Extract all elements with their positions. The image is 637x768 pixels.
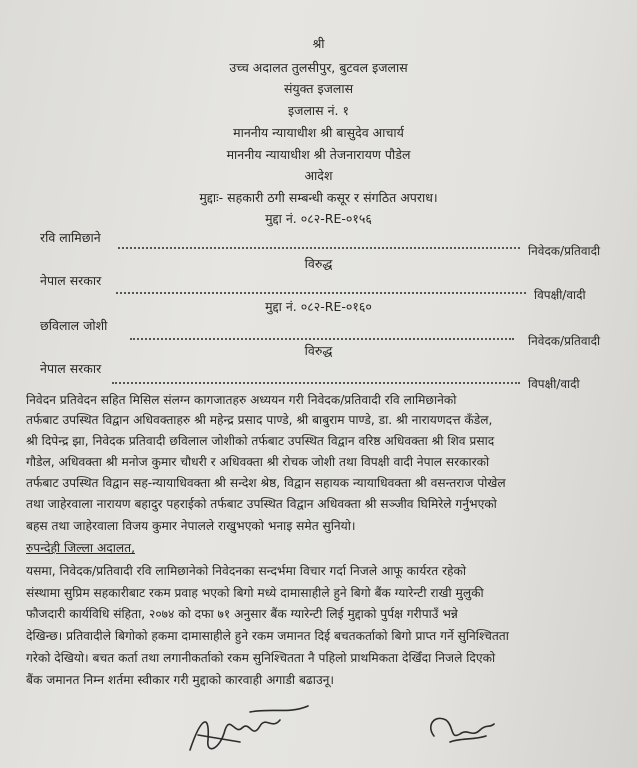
paragraph-2-line: संस्थामा सुप्रिम सहकारीबाट रकम प्रवाह भएको बिगो मध्ये दामासाहीले हुने बिगो बैंक ग्यारेन्टी राखी मुलुकी	[26, 586, 484, 600]
versus-1: विरुद्ध	[304, 256, 333, 271]
dotted-line	[130, 338, 514, 340]
paragraph-2-line: गरेको देखियो। बचत कर्ता तथा लगानीकर्ताको रकम सुनिश्चितता नै पहिलो प्राथमिकता देखिँदा निजले दिएको	[26, 651, 496, 665]
respondent-1-role: विपक्षी/वादी	[534, 288, 586, 302]
bench-type: संयुक्त इजलास	[283, 81, 354, 96]
paragraph-1-line: बहस तथा जाहेरवाला विजय कुमार नेपालले राखुभएको भनाइ समेत सुनियो।	[26, 519, 356, 533]
section-heading: रुपन्देही जिल्ला अदालत,	[26, 541, 135, 555]
petitioner-1-role: निवेदक/प्रतिवादी	[528, 244, 601, 258]
order-title: आदेश	[304, 168, 333, 183]
paragraph-1-line: निवेदन प्रतिवेदन सहित मिसिल संलग्न कागजातहरु अध्ययन गरी निवेदक/प्रतिवादी रवि लामिछानेको	[26, 393, 457, 407]
paragraph-1-line: गौडेल, अधिवक्ता श्री मनोज कुमार चौधरी र अधिवक्ता श्री रोचक जोशी तथा विपक्षी वादी नेपाल सरकारको	[26, 455, 490, 469]
respondent-1-name: नेपाल सरकार	[40, 273, 102, 288]
dotted-line	[118, 247, 520, 249]
paragraph-2-line: फौजदारी कार्यविधि संहिता, २०७४ को दफा ७१ अनुसार बैंक ग्यारेन्टी लिई मुद्दाको पुर्पक्ष गरीपाउँ भन्ने	[26, 607, 458, 621]
dotted-line	[112, 382, 520, 384]
petitioner-2-name: छविलाल जोशी	[40, 318, 108, 333]
bench-number: इजलास नं. १	[288, 103, 349, 118]
paragraph-1-line: तर्फबाट उपस्थित विद्वान अधिवक्ताहरु श्री महेन्द्र प्रसाद पाण्डे, श्री बाबुराम पाण्डे, डा. श्री नारायणदत्त कँडेल,	[26, 413, 493, 427]
header-shree: श्री	[312, 36, 325, 51]
signature-right	[420, 706, 500, 752]
signature-left	[180, 700, 330, 762]
judge-2: माननीय न्यायाधीश श्री तेजनारायण पौडेल	[226, 147, 411, 162]
dotted-line	[116, 292, 526, 294]
respondent-2-role: विपक्षी/वादी	[528, 377, 580, 391]
petitioner-1-name: रवि लामिछाने	[40, 230, 101, 245]
case-number-2: मुद्दा नं. ०८२-RE-०१६०	[265, 299, 372, 314]
paragraph-2-line: यसमा, निवेदक/प्रतिवादी रवि लामिछानेको निवेदनका सन्दर्भमा विचार गर्दा निजले आफू कार्यरत रहेको	[26, 564, 467, 578]
versus-2: विरुद्ध	[304, 343, 333, 358]
case-subject: मुद्दाः- सहकारी ठगी सम्बन्धी कसूर र संगठित अपराध।	[199, 190, 438, 205]
paragraph-2-line: देखिन्छ। प्रतिवादीले बिगोको हकमा दामासाहीले हुने रकम जमानत दिई बचतकर्ताको बिगो प्राप्त गर्ने सुनिश्चितता	[26, 629, 509, 643]
court-name: उच्च अदालत तुलसीपुर, बुटवल इजलास	[229, 60, 408, 75]
respondent-2-name: नेपाल सरकार	[40, 361, 102, 376]
paragraph-1-line: तथा जाहेरवाला नारायण बहादुर पहराईको तर्फबाट उपस्थित विद्वान अधिवक्ता श्री सञ्जीव घिमिरेले गर्नुभएको	[26, 497, 497, 511]
paragraph-1-line: श्री दिपेन्द्र झा, निवेदक प्रतिवादी छविलाल जोशीको तर्फबाट उपस्थित विद्वान वरिष्ठ अधिवक्ता श्री शिव प्रसाद	[26, 434, 495, 448]
paragraph-1-line: तर्फबाट उपस्थित विद्वान सह-न्यायाधिवक्ता श्री सन्देश श्रेष्ठ, विद्वान सहायक न्यायाधिवक्ता श्री वसन्तराज पोखेल	[26, 476, 506, 490]
judge-1: माननीय न्यायाधीश श्री बासुदेव आचार्य	[233, 125, 404, 140]
case-number-1: मुद्दा नं. ०८२-RE-०१५६	[265, 211, 372, 226]
petitioner-2-role: निवेदक/प्रतिवादी	[528, 334, 601, 348]
paragraph-2-line: बैंक जमानत निम्न शर्तमा स्वीकार गरी मुद्दाको कारवाही अगाडी बढाउनू।	[26, 673, 334, 687]
